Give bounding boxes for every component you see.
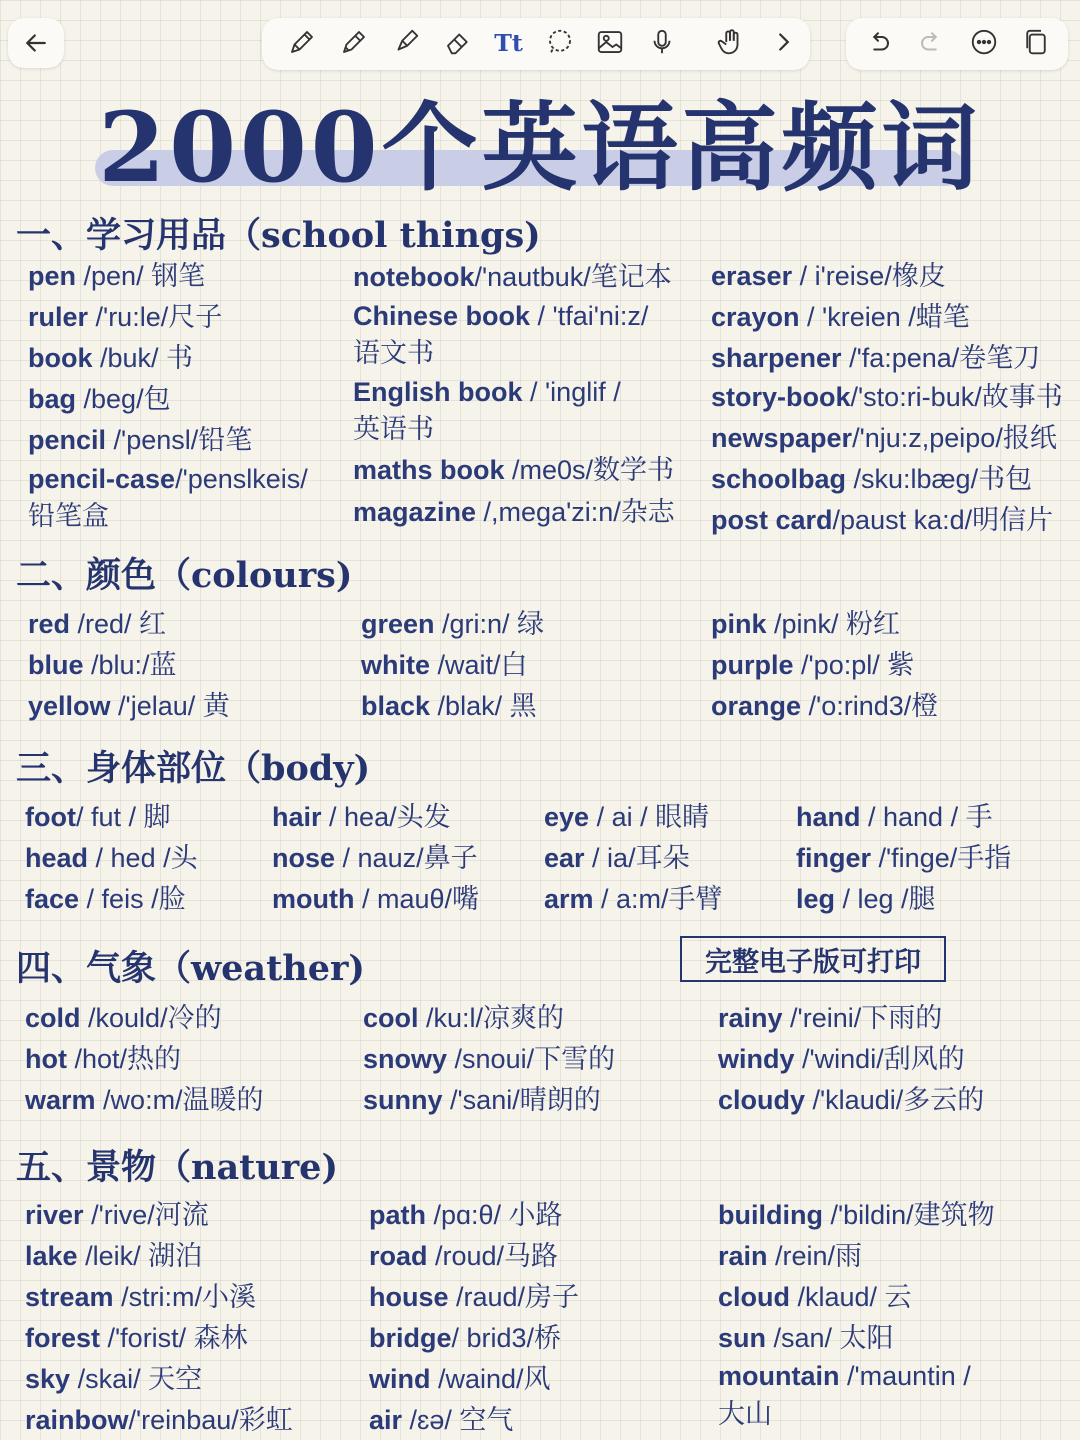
- pen-icon[interactable]: [282, 18, 322, 66]
- list-item: black /blak/ 黑: [361, 691, 537, 721]
- section-heading-nature: 五、景物（nature): [16, 1147, 339, 1188]
- list-item: 铅笔盒: [28, 501, 109, 531]
- list-item: hot /hot/热的: [25, 1044, 182, 1074]
- list-item: maths book /me0s/数学书: [353, 455, 675, 485]
- list-item: road /roud/马路: [369, 1241, 559, 1271]
- list-item: air /ɛə/ 空气: [369, 1405, 514, 1435]
- list-item: mouth / mauθ/嘴: [272, 884, 480, 914]
- page-title: 2000个英语高频词: [98, 91, 982, 204]
- list-item: mountain /'mauntin /: [718, 1361, 971, 1391]
- list-item: finger /'finge/手指: [796, 843, 1012, 873]
- list-item: sunny /'sani/晴朗的: [363, 1085, 601, 1115]
- microphone-icon[interactable]: [642, 18, 682, 66]
- list-item: forest /'forist/ 森林: [25, 1323, 248, 1353]
- list-item: face / feis /脸: [25, 884, 186, 914]
- list-item: blue /blu:/蓝: [28, 650, 177, 680]
- touch-icon[interactable]: [710, 18, 750, 66]
- list-item: purple /'po:pl/ 紫: [711, 650, 915, 680]
- eraser-icon[interactable]: [438, 18, 478, 66]
- list-item: sharpener /'fa:pena/卷笔刀: [711, 343, 1041, 373]
- image-icon[interactable]: [590, 18, 630, 66]
- back-arrow-icon[interactable]: [16, 19, 56, 67]
- list-item: lake /leik/ 湖泊: [25, 1241, 203, 1271]
- list-item: house /raud/房子: [369, 1282, 580, 1312]
- undo-icon[interactable]: [858, 18, 898, 66]
- list-item: crayon / 'kreien /蜡笔: [711, 302, 970, 332]
- list-item: snowy /snoui/下雪的: [363, 1044, 616, 1074]
- pages-icon[interactable]: [1016, 18, 1056, 66]
- list-item: cloudy /'klaudi/多云的: [718, 1085, 985, 1115]
- list-item: notebook/'nautbuk/笔记本: [353, 262, 672, 292]
- section-heading-colours: 二、颜色（colours): [16, 555, 353, 596]
- list-item: post card/paust ka:d/明信片: [711, 505, 1054, 535]
- list-item: schoolbag /sku:lbæg/书包: [711, 464, 1033, 494]
- section-heading-school-things: 一、学习用品（school things): [16, 215, 541, 256]
- chevron-right-icon[interactable]: [764, 18, 804, 66]
- list-item: yellow /'jelau/ 黄: [28, 691, 230, 721]
- tools-toolbar: [262, 18, 810, 70]
- list-item: Chinese book / 'tfai'ni:z/: [353, 301, 649, 331]
- list-item: sky /skai/ 天空: [25, 1364, 203, 1394]
- highlighter-icon[interactable]: [386, 18, 426, 66]
- list-item: bridge/ brid3/桥: [369, 1323, 562, 1353]
- list-item: stream /stri:m/小溪: [25, 1282, 257, 1312]
- list-item: rainy /'reini/下雨的: [718, 1003, 943, 1033]
- section-heading-body: 三、身体部位（body): [16, 748, 371, 789]
- list-item: English book / 'inglif /: [353, 377, 621, 407]
- redo-icon[interactable]: [912, 18, 952, 66]
- list-item: green /gri:n/ 绿: [361, 609, 545, 639]
- pencil-icon[interactable]: [334, 18, 374, 66]
- more-icon[interactable]: [964, 18, 1004, 66]
- list-item: 语文书: [353, 338, 434, 368]
- list-item: cold /kould/冷的: [25, 1003, 222, 1033]
- svg-text:Tt: Tt: [494, 28, 523, 57]
- list-item: sun /san/ 太阳: [718, 1323, 894, 1353]
- list-item: hand / hand / 手: [796, 802, 993, 832]
- list-item: white /wait/白: [361, 650, 528, 680]
- actions-toolbar: [846, 18, 1068, 70]
- list-item: building /'bildin/建筑物: [718, 1200, 995, 1230]
- list-item: eye / ai / 眼睛: [544, 802, 710, 832]
- list-item: newspaper/'nju:z,peipo/报纸: [711, 423, 1057, 453]
- list-item: arm / a:m/手臂: [544, 884, 723, 914]
- list-item: bag /beg/包: [28, 384, 171, 414]
- list-item: windy /'windi/刮风的: [718, 1044, 965, 1074]
- list-item: rainbow/'reinbau/彩虹: [25, 1405, 293, 1435]
- list-item: nose / nauz/鼻子: [272, 843, 478, 873]
- list-item: hair / hea/头发: [272, 802, 451, 832]
- list-item: leg / leg /腿: [796, 884, 936, 914]
- text-icon[interactable]: [488, 18, 528, 66]
- list-item: warm /wo:m/温暖的: [25, 1085, 264, 1115]
- list-item: head / hed /头: [25, 843, 198, 873]
- list-item: ear / ia/耳朵: [544, 843, 690, 873]
- printable-version-stamp: 完整电子版可打印: [680, 936, 946, 982]
- list-item: book /buk/ 书: [28, 343, 194, 373]
- lasso-icon[interactable]: [540, 18, 580, 66]
- list-item: river /'rive/河流: [25, 1200, 209, 1230]
- list-item: 英语书: [353, 414, 434, 444]
- list-item: foot/ fut / 脚: [25, 802, 171, 832]
- list-item: red /red/ 红: [28, 609, 167, 639]
- list-item: wind /waind/风: [369, 1364, 551, 1394]
- list-item: rain /rein/雨: [718, 1241, 863, 1271]
- list-item: pink /pink/ 粉红: [711, 609, 901, 639]
- list-item: cloud /klaud/ 云: [718, 1282, 912, 1312]
- list-item: 大山: [718, 1399, 772, 1429]
- list-item: pen /pen/ 钢笔: [28, 261, 206, 291]
- list-item: ruler /'ru:le/尺子: [28, 302, 223, 332]
- list-item: pencil-case/'penslkeis/: [28, 464, 308, 494]
- section-heading-weather: 四、气象（weather): [16, 948, 365, 989]
- back-button-pill[interactable]: [8, 18, 64, 68]
- list-item: path /pɑ:θ/ 小路: [369, 1200, 563, 1230]
- list-item: magazine /,mega'zi:n/杂志: [353, 497, 675, 527]
- list-item: orange /'o:rind3/橙: [711, 691, 939, 721]
- list-item: cool /ku:l/凉爽的: [363, 1003, 565, 1033]
- list-item: pencil /'pensl/铅笔: [28, 425, 253, 455]
- list-item: eraser / i'reise/橡皮: [711, 261, 946, 291]
- list-item: story-book/'sto:ri-buk/故事书: [711, 382, 1063, 412]
